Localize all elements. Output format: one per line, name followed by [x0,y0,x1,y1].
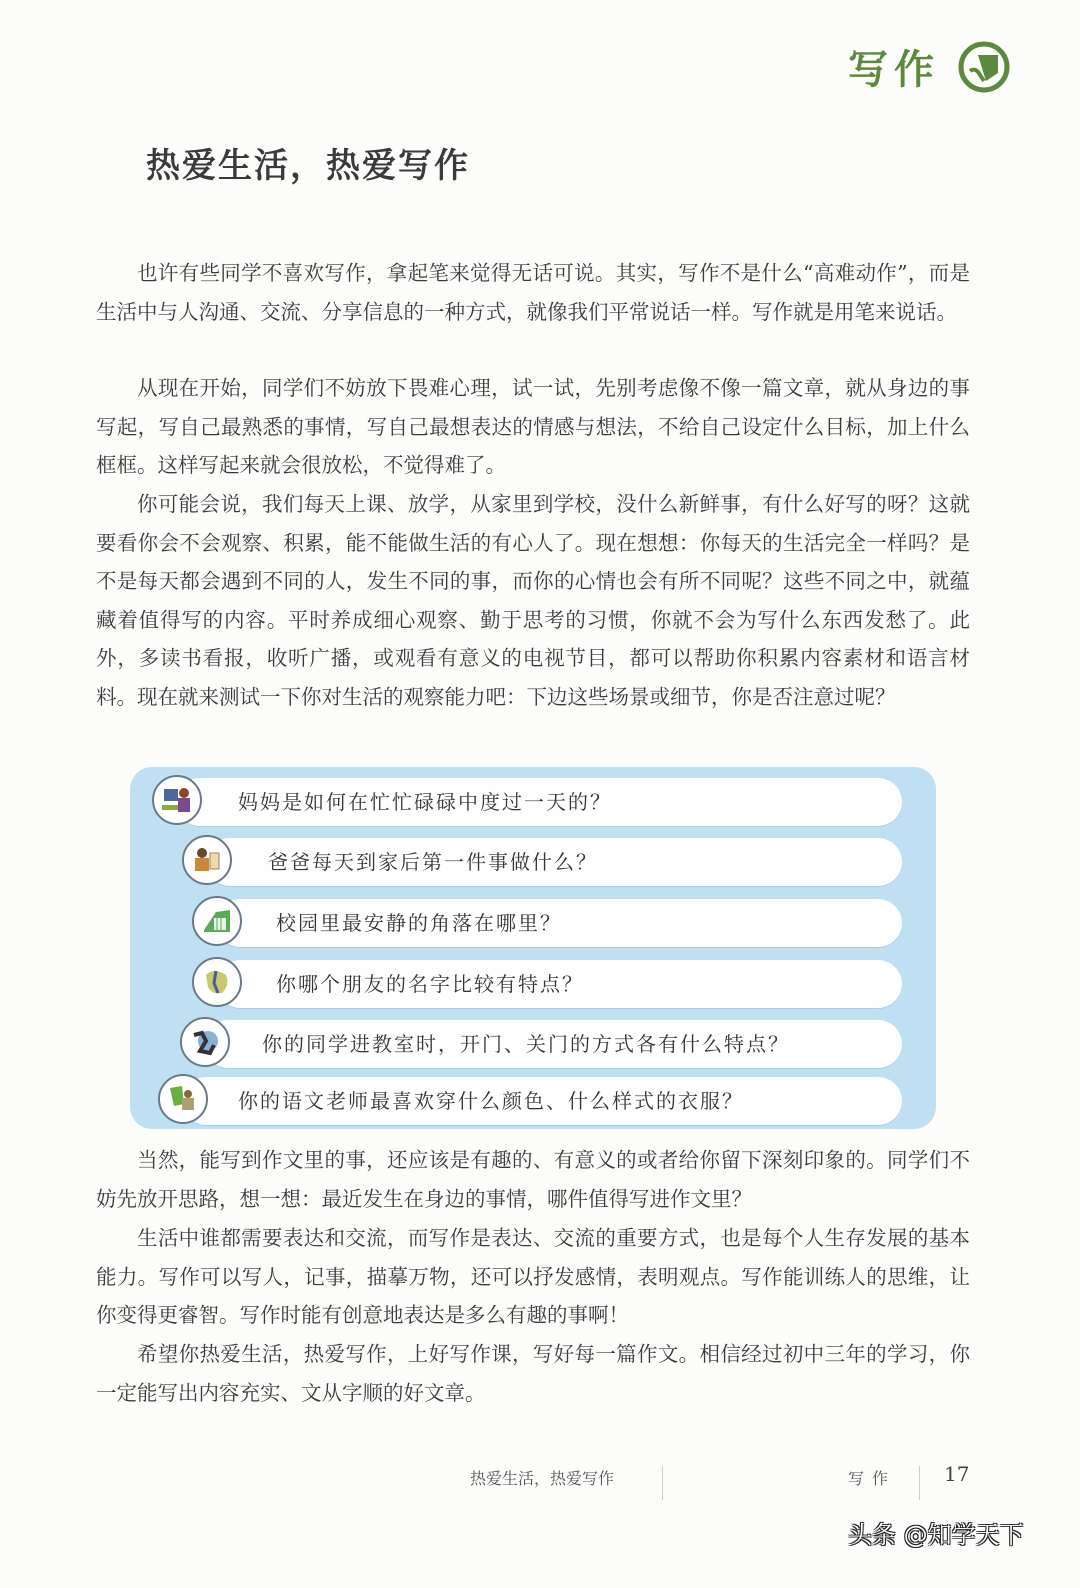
question-text: 妈妈是如何在忙忙碌碌中度过一天的？ [238,790,612,814]
paragraph-5: 生活中谁都需要表达和交流，而写作是表达、交流的重要方式，也是每个人生存发展的基本能力。写作可以写人，记事，描摹万物，还可以抒发感情，表明观点。写作能训练人的思维，让你变得更睿智。写作时能有创意地表达是多么有趣的事啊！ [96,1226,970,1328]
question-item [158,1077,902,1125]
question-text: 你哪个朋友的名字比较有特点？ [276,972,584,996]
question-item [182,838,902,886]
paragraph-2: 从现在开始，同学们不妨放下畏难心理，试一试，先别考虑像不像一篇文章，就从身边的事写起，写自己最熟悉的事情，写自己最想表达的情感与想法，不给自己设定什么目标，加上什么框框。这样写起来就会很放松，不觉得难了。 [96,376,970,478]
question-text: 爸爸每天到家后第一件事做什么？ [268,850,598,874]
question-item [192,899,902,947]
question-item [152,778,902,826]
footer-chapter-title: 热爱生活，热爱写作 [470,1469,615,1488]
paragraph-6: 希望你热爱生活，热爱写作，上好写作课，写好每一篇作文。相信经过初中三年的学习，你一定能写出内容充实、文从字顺的好文章。 [96,1342,970,1405]
mother-at-computer-icon [152,775,202,825]
father-reading-icon [182,835,232,885]
question-item [180,1020,902,1068]
paragraph-4: 当然，能写到作文里的事，还应该是有趣的、有意义的或者给你留下深刻印象的。同学们不妨先放开思路，想一想：最近发生在身边的事情，哪件值得写进作文里？ [96,1148,970,1211]
paragraph-1: 也许有些同学不喜欢写作，拿起笔来觉得无话可说。其实，写作不是什么“高难动作”，而是生活中与人沟通、交流、分享信息的一种方式，就像我们平常说话一样。写作就是用笔来说话。 [96,261,970,324]
footer-section: 写作 [848,1469,897,1488]
watermark: 头条 @知学天下 [848,1521,1024,1549]
footer-divider [662,1466,663,1500]
footer-divider [919,1466,920,1500]
teacher-board-icon [158,1074,208,1124]
questions-box [130,767,936,1129]
page-title: 热爱生活，热爱写作 [146,146,470,186]
question-text: 校园里最安静的角落在哪里？ [276,911,562,935]
section-label: 写作 [848,47,940,93]
check-pen-icon [958,41,1010,93]
page-number: 17 [944,1462,970,1486]
paragraph-3: 你可能会说，我们每天上课、放学，从家里到学校，没什么新鲜事，有什么好写的呀？这就要看你会不会观察、积累，能不能做生活的有心人了。现在想想：你每天的生活完全一样吗？是不是每天都会遇到不同的人，发生不同的事，而你的心情也会有所不同呢？这些不同之中，就蕴藏着值得写的内容。平时养成细心观察、勤于思考的习惯，你就不会为写什么东西发愁了。此外，多读书看报，收听广播，或观看有意义的电视节目，都可以帮助你积累内容素材和语言材料。现在就来测试一下你对生活的观察能力吧：下边这些场景或细节，你是否注意过呢？ [96,492,970,709]
section-header [848,38,1010,95]
school-building-icon [192,896,242,946]
question-text: 你的语文老师最喜欢穿什么颜色、什么样式的衣服？ [238,1089,744,1113]
question-item [192,960,902,1008]
question-text: 你的同学进教室时，开门、关门的方式各有什么特点？ [262,1032,790,1056]
friend-figure-icon [192,957,242,1007]
students-entering-icon [180,1017,230,1067]
